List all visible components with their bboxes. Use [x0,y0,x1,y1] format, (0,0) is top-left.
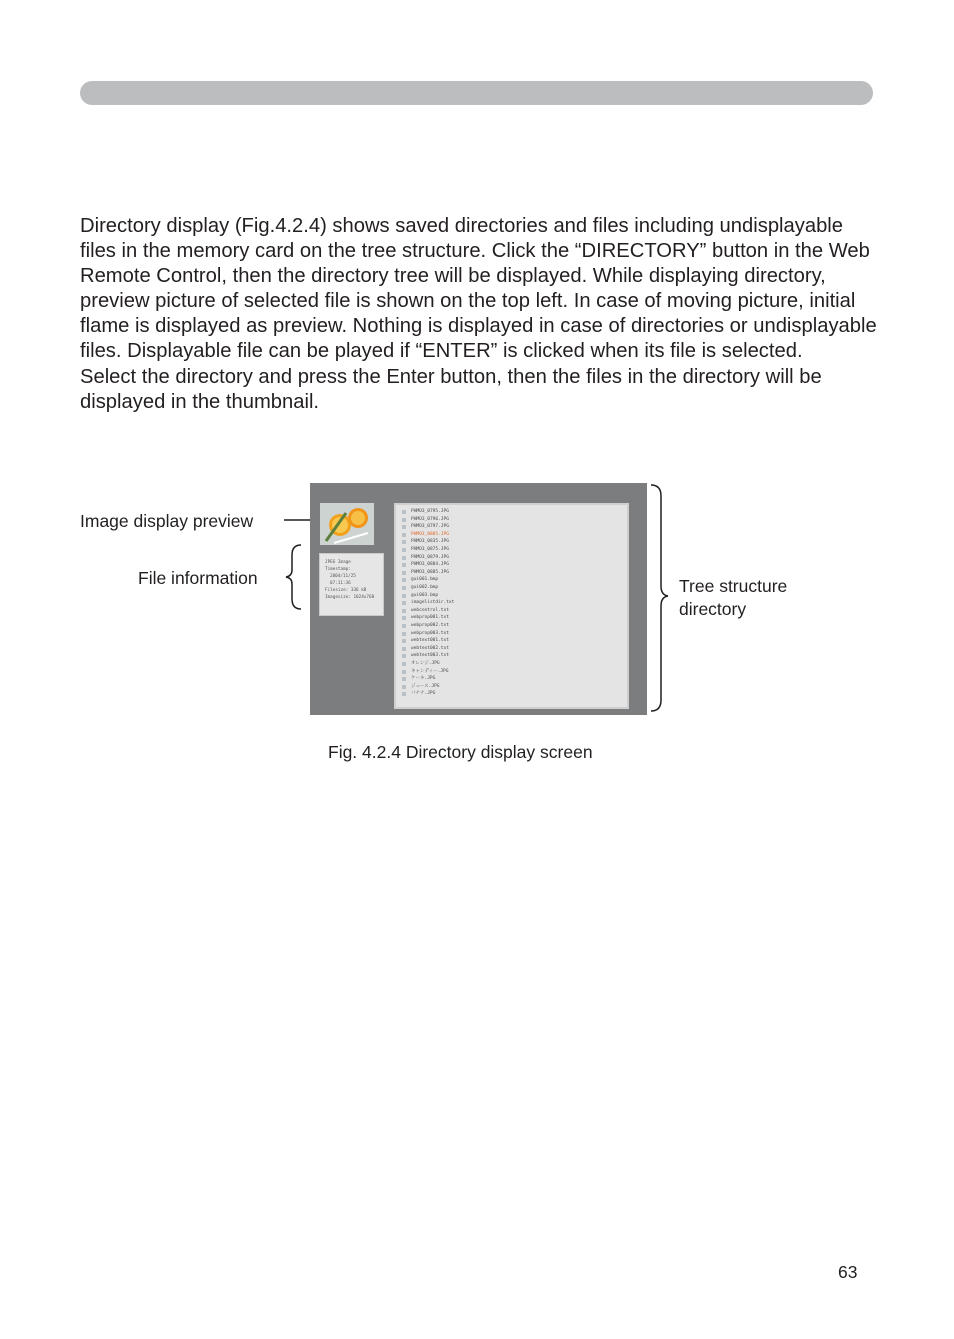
file-icon [402,601,406,605]
file-info-line: Imagesize: 1024x768 [325,595,375,600]
tree-item-label: webtext001.txt [411,638,449,644]
body-text [80,214,880,415]
tree-item-label: webprop002.txt [411,623,449,628]
file-icon [402,647,406,651]
tree-item-label: ジュース.JPG [411,683,440,689]
file-icon [402,692,406,696]
file-icon [402,594,406,598]
orange-slices-image [320,503,374,545]
tree-item-label: gui003.bmp [411,592,439,598]
tree-brace-svg [648,482,678,716]
file-info-line: JPEG Image [325,560,351,565]
tree-item-label: gui002.bmp [411,585,439,590]
tree-item-label: バナナ.JPG [411,691,436,697]
tree-item-label: webtext003.txt [411,653,449,659]
file-info-line: 2004/11/25 [330,574,356,579]
body-paragraph-2: Select the directory and press the Enter button, then the files in the directory will be displayed in the thumbnail. [80,365,822,413]
file-icon [402,670,406,674]
tree-item-label: PHMO3_0805.JPG [411,531,449,537]
file-icon [402,556,406,560]
tree-item-label: webcontrol.txt [411,607,449,613]
image-preview-thumbnail [320,503,374,545]
file-icon [402,632,406,636]
section-header-bar [80,81,873,105]
tree-item-label: webtext002.txt [411,645,449,651]
tree-item-label: webprop003.txt [411,630,449,636]
body-paragraph-1: Directory display (Fig.4.2.4) shows saved directories and files including undisplayable files in the memory card on the tree structure. Click the “DIRECTORY” button in the Web Remote Control, then the directory tree will be displayed. While displaying directory, preview picture of selected file is shown on the top left. In case of moving picture, initial flame is displayed as preview. Nothing is displayed in case of directories or undisplayable files. Displayable file can be played if “ENTER” is clicked when its file is selected. [80,215,877,363]
file-info-line: Timestamp: [325,567,351,572]
label-tree-structure: Tree structure [679,576,788,596]
file-icon [402,548,406,552]
tree-item-label: ケーキ.JPG [411,676,436,682]
label-tree-directory: directory [679,599,747,619]
file-icon [402,677,406,681]
file-icon [402,533,406,537]
tree-structure-brace [651,485,668,711]
label-image-display-preview: Image display preview [80,511,254,531]
file-icon [402,586,406,590]
file-icon [402,571,406,575]
file-icon [402,654,406,658]
figure-caption: Fig. 4.2.4 Directory display screen [328,742,593,762]
file-icon [402,563,406,567]
directory-display-screen [310,483,647,715]
tree-item-label: PHMO3_0797.JPG [411,524,449,530]
tree-item-label: PHMO3_0796.JPG [411,516,449,522]
tree-item-label: PHMO3_0884.JPG [411,562,449,568]
file-info-line: Filesize: 336 kB [325,588,367,593]
tree-item-label: PHMO3_0875.JPG [411,547,449,552]
file-icon [402,609,406,613]
tree-item-label: PHMO3_0885.JPG [411,569,449,575]
tree-item-label: キャンディー.JPG [411,668,449,674]
file-information-panel [319,553,384,616]
label-file-information: File information [138,568,258,588]
tree-item-label: PHMO3_0835.JPG [411,539,449,545]
file-icon [402,685,406,689]
page-number: 63 [838,1262,858,1282]
tree-item-label: webprop001.txt [411,615,449,621]
file-icon [402,578,406,582]
tree-item-label: オレンジ.JPG [411,661,440,666]
file-icon [402,624,406,628]
tree-item-label: gui001.bmp [411,577,439,583]
file-icon [402,639,406,643]
directory-tree-panel[interactable] [394,503,629,709]
tree-item-label: imagelistdir.txt [411,600,455,606]
file-icon [402,662,406,666]
file-icon [402,540,406,544]
tree-item-label: PHMO3_0879.JPG [411,554,449,560]
file-info-line: 07:11:36 [330,581,351,586]
file-info-brace [286,545,301,609]
file-icon [402,518,406,522]
tree-item-label: PHMO3_0795.JPG [411,509,449,514]
file-icon [402,510,406,514]
file-icon [402,525,406,529]
file-icon [402,616,406,620]
